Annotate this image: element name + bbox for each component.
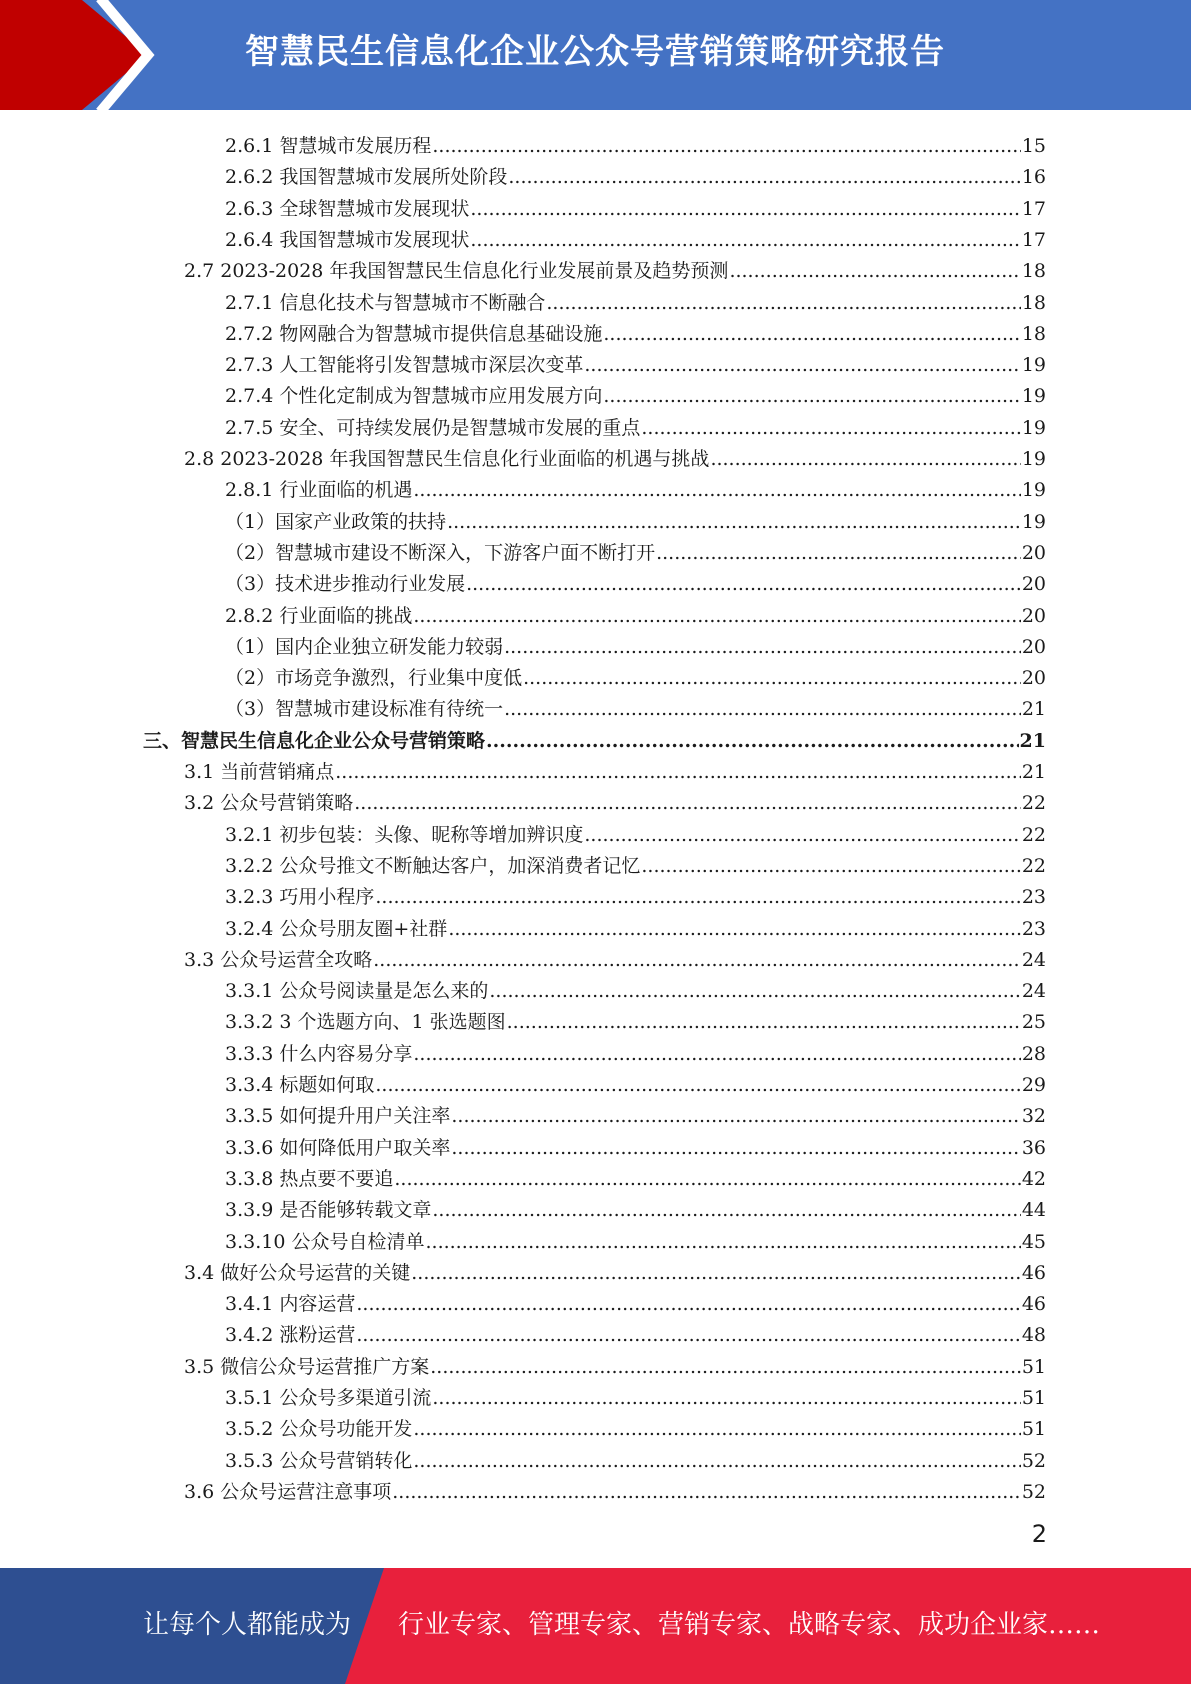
toc-entry[interactable]	[225, 503, 1046, 534]
toc-entry[interactable]	[225, 597, 1046, 628]
toc-leader-dots	[504, 635, 1021, 659]
toc-entry-page: 21	[1019, 730, 1046, 752]
toc-entry[interactable]	[225, 659, 1046, 690]
toc-entry-title: （1）国家产业政策的扶持	[225, 511, 447, 533]
toc-entry[interactable]	[225, 1223, 1046, 1254]
toc-entry-page: 51	[1021, 1418, 1046, 1440]
toc-entry-title: 2.7.1 信息化技术与智慧城市不断融合	[225, 292, 546, 314]
toc-entry[interactable]	[225, 1442, 1046, 1473]
toc-entry[interactable]	[225, 221, 1046, 252]
toc-leader-dots	[354, 791, 1021, 815]
toc-entry-title: 2.8.2 行业面临的挑战	[225, 605, 413, 627]
toc-entry[interactable]	[225, 1191, 1046, 1222]
toc-leader-dots	[486, 729, 1019, 753]
toc-leader-dots	[413, 1042, 1020, 1066]
toc-entry-page: 21	[1021, 698, 1046, 720]
toc-entry[interactable]	[225, 1066, 1046, 1097]
toc-leader-dots	[430, 1355, 1021, 1379]
toc-entry-page: 19	[1021, 354, 1046, 376]
toc-entry-page: 15	[1021, 135, 1046, 157]
toc-entry-title: 2.6.4 我国智慧城市发展现状	[225, 229, 470, 251]
toc-leader-dots	[373, 948, 1021, 972]
toc-entry-page: 16	[1021, 166, 1046, 188]
toc-leader-dots	[504, 697, 1021, 721]
toc-entry-page: 51	[1021, 1356, 1046, 1378]
toc-entry-title: 2.8.1 行业面临的机遇	[225, 479, 413, 501]
report-title: 智慧民生信息化企业公众号营销策略研究报告	[245, 32, 945, 72]
toc-entry-title: 3.2 公众号营销策略	[184, 792, 354, 814]
toc-entry-page: 29	[1021, 1074, 1046, 1096]
toc-entry-page: 19	[1021, 511, 1046, 533]
toc-leader-dots	[603, 322, 1020, 346]
toc-leader-dots	[584, 353, 1020, 377]
toc-leader-dots	[508, 165, 1020, 189]
toc-entry[interactable]	[225, 127, 1046, 158]
toc-leader-dots	[470, 228, 1020, 252]
page-header	[0, 0, 1191, 110]
toc-entry-page: 22	[1021, 855, 1046, 877]
footer-slogan-right: 行业专家、管理专家、营销专家、战略专家、成功企业家……	[398, 1610, 1101, 1640]
toc-leader-dots	[603, 384, 1020, 408]
page-footer	[0, 1568, 1191, 1684]
toc-leader-dots	[411, 1261, 1021, 1285]
toc-leader-dots	[375, 885, 1020, 909]
toc-entry-page: 46	[1021, 1293, 1046, 1315]
toc-entry[interactable]	[184, 1348, 1046, 1379]
toc-entry-title: 3.4.2 涨粉运营	[225, 1324, 356, 1346]
toc-entry-title: 3.6 公众号运营注意事项	[184, 1481, 392, 1503]
toc-entry-title: 2.7.5 安全、可持续发展仍是智慧城市发展的重点	[225, 417, 641, 439]
toc-entry-page: 19	[1021, 448, 1046, 470]
toc-entry-page: 28	[1021, 1043, 1046, 1065]
toc-entry[interactable]	[225, 816, 1046, 847]
toc-leader-dots	[392, 1480, 1021, 1504]
toc-entry-title: 2.6.3 全球智慧城市发展现状	[225, 198, 470, 220]
toc-entry[interactable]	[225, 1160, 1046, 1191]
toc-entry-title: 3.3.4 标题如何取	[225, 1074, 375, 1096]
toc-leader-dots	[394, 1167, 1020, 1191]
toc-entry[interactable]	[184, 1254, 1046, 1285]
toc-entry-title: 3.5.3 公众号营销转化	[225, 1450, 413, 1472]
toc-entry-page: 17	[1021, 229, 1046, 251]
toc-leader-dots	[432, 134, 1020, 158]
toc-leader-dots	[466, 572, 1021, 596]
toc-entry[interactable]	[225, 1410, 1046, 1441]
toc-entry-page: 24	[1021, 949, 1046, 971]
toc-entry-title: 3.3.9 是否能够转载文章	[225, 1199, 432, 1221]
toc-entry[interactable]	[225, 690, 1046, 721]
toc-entry-title: 3.3.6 如何降低用户取关率	[225, 1137, 451, 1159]
toc-entry-title: 2.7.4 个性化定制成为智慧城市应用发展方向	[225, 385, 603, 407]
toc-leader-dots	[584, 823, 1020, 847]
toc-entry-title: 2.6.1 智慧城市发展历程	[225, 135, 432, 157]
page-number: 2	[1031, 1520, 1047, 1548]
toc-entry-title: 2.7.3 人工智能将引发智慧城市深层次变革	[225, 354, 584, 376]
toc-entry[interactable]	[225, 1285, 1046, 1316]
toc-entry-page: 52	[1021, 1450, 1046, 1472]
toc-entry-title: 3.2.1 初步包装：头像、昵称等增加辨识度	[225, 824, 584, 846]
toc-entry[interactable]	[184, 1473, 1046, 1504]
toc-leader-dots	[546, 291, 1020, 315]
toc-leader-dots	[729, 259, 1020, 283]
toc-entry[interactable]	[184, 784, 1046, 815]
toc-leader-dots	[507, 1010, 1021, 1034]
toc-entry-title: 2.6.2 我国智慧城市发展所处阶段	[225, 166, 508, 188]
toc-entry-page: 22	[1021, 792, 1046, 814]
toc-leader-dots	[470, 197, 1020, 221]
toc-entry[interactable]	[225, 847, 1046, 878]
toc-leader-dots	[356, 1323, 1020, 1347]
toc-leader-dots	[413, 1449, 1020, 1473]
toc-entry-page: 51	[1021, 1387, 1046, 1409]
toc-leader-dots	[356, 1292, 1020, 1316]
toc-entry[interactable]	[225, 158, 1046, 189]
toc-entry-title: 3.2.3 巧用小程序	[225, 886, 375, 908]
toc-entry[interactable]	[225, 1129, 1046, 1160]
toc-entry[interactable]	[225, 1097, 1046, 1128]
toc-entry[interactable]	[225, 878, 1046, 909]
toc-entry-title: 3.3.2 3 个选题方向、1 张选题图	[225, 1011, 506, 1033]
toc-leader-dots	[641, 854, 1020, 878]
toc-entry[interactable]	[225, 1035, 1046, 1066]
toc-entry-page: 19	[1021, 479, 1046, 501]
toc-entry[interactable]	[225, 910, 1046, 941]
toc-entry-page: 42	[1021, 1168, 1046, 1190]
toc-entry[interactable]	[225, 1379, 1046, 1410]
toc-leader-dots	[523, 666, 1021, 690]
toc-entry[interactable]	[184, 252, 1046, 283]
toc-entry-page: 21	[1021, 761, 1046, 783]
toc-entry-page: 22	[1021, 824, 1046, 846]
toc-entry-title: 3.4 做好公众号运营的关键	[184, 1262, 411, 1284]
toc-entry[interactable]	[225, 565, 1046, 596]
toc-entry[interactable]	[225, 346, 1046, 377]
toc-entry-title: 3.4.1 内容运营	[225, 1293, 356, 1315]
toc-entry[interactable]	[184, 753, 1046, 784]
toc-entry-title: 三、智慧民生信息化企业公众号营销策略	[143, 730, 486, 752]
toc-entry-title: 3.5.1 公众号多渠道引流	[225, 1387, 432, 1409]
toc-entry-page: 19	[1021, 385, 1046, 407]
toc-leader-dots	[413, 604, 1020, 628]
toc-leader-dots	[413, 478, 1020, 502]
toc-entry[interactable]	[225, 1316, 1046, 1347]
toc-entry-title: 2.7.2 物网融合为智慧城市提供信息基础设施	[225, 323, 603, 345]
toc-entry-title: （1）国内企业独立研发能力较弱	[225, 636, 504, 658]
toc-entry-title: 3.1 当前营销痛点	[184, 761, 335, 783]
toc-entry-title: 3.2.4 公众号朋友圈+社群	[225, 918, 448, 940]
footer-slogan-left: 让每个人都能成为	[143, 1610, 352, 1640]
toc-entry-page: 18	[1021, 260, 1046, 282]
toc-entry-page: 20	[1021, 573, 1046, 595]
toc-entry[interactable]	[184, 941, 1046, 972]
toc-entry-title: 3.5 微信公众号运营推广方案	[184, 1356, 430, 1378]
toc-leader-dots	[432, 1198, 1020, 1222]
toc-entry-page: 52	[1021, 1481, 1046, 1503]
toc-entry[interactable]	[225, 409, 1046, 440]
toc-entry[interactable]	[225, 628, 1046, 659]
toc-leader-dots	[447, 510, 1021, 534]
toc-entry-page: 20	[1021, 605, 1046, 627]
toc-leader-dots	[710, 447, 1020, 471]
toc-entry-page: 19	[1021, 417, 1046, 439]
toc-entry-page: 18	[1021, 292, 1046, 314]
toc-entry-title: 3.3.1 公众号阅读量是怎么来的	[225, 980, 489, 1002]
toc-entry-title: 2.7 2023-2028 年我国智慧民生信息化行业发展前景及趋势预测	[184, 260, 729, 282]
toc-entry-page: 46	[1021, 1262, 1046, 1284]
toc-leader-dots	[448, 917, 1021, 941]
toc-entry[interactable]	[225, 190, 1046, 221]
toc-leader-dots	[451, 1104, 1020, 1128]
toc-entry-page: 17	[1021, 198, 1046, 220]
toc-entry-page: 23	[1021, 918, 1046, 940]
toc-entry-page: 45	[1021, 1231, 1046, 1253]
toc-leader-dots	[656, 541, 1021, 565]
toc-leader-dots	[489, 979, 1020, 1003]
toc-entry[interactable]	[143, 722, 1046, 753]
toc-entry-page: 20	[1021, 542, 1046, 564]
toc-entry[interactable]	[225, 377, 1046, 408]
toc-entry-title: （2）智慧城市建设不断深入，下游客户面不断打开	[225, 542, 656, 564]
toc-entry[interactable]	[225, 471, 1046, 502]
toc-entry[interactable]	[225, 1003, 1046, 1034]
toc-leader-dots	[335, 760, 1021, 784]
toc-leader-dots	[641, 416, 1020, 440]
toc-entry-title: 3.3.10 公众号自检清单	[225, 1231, 425, 1253]
toc-entry-page: 24	[1021, 980, 1046, 1002]
toc-entry-page: 36	[1021, 1137, 1046, 1159]
toc-entry-title: （3）智慧城市建设标准有待统一	[225, 698, 504, 720]
toc-entry-title: 2.8 2023-2028 年我国智慧民生信息化行业面临的机遇与挑战	[184, 448, 710, 470]
toc-entry-title: 3.3.8 热点要不要追	[225, 1168, 394, 1190]
toc-entry-title: 3.5.2 公众号功能开发	[225, 1418, 413, 1440]
toc-entry-page: 20	[1021, 636, 1046, 658]
toc-entry-page: 18	[1021, 323, 1046, 345]
toc-entry-page: 25	[1021, 1011, 1046, 1033]
toc-entry-title: 3.3 公众号运营全攻略	[184, 949, 373, 971]
toc-entry-page: 44	[1021, 1199, 1046, 1221]
toc-entry[interactable]	[225, 972, 1046, 1003]
toc-entry[interactable]	[184, 440, 1046, 471]
toc-entry-title: 3.3.5 如何提升用户关注率	[225, 1105, 451, 1127]
toc-entry-title: 3.3.3 什么内容易分享	[225, 1043, 413, 1065]
toc-leader-dots	[375, 1073, 1020, 1097]
toc-entry-page: 23	[1021, 886, 1046, 908]
toc-entry-title: （3）技术进步推动行业发展	[225, 573, 466, 595]
toc-entry-page: 20	[1021, 667, 1046, 689]
toc-entry-page: 32	[1021, 1105, 1046, 1127]
toc-leader-dots	[451, 1136, 1020, 1160]
toc-entry-page: 48	[1021, 1324, 1046, 1346]
toc-entry[interactable]	[225, 284, 1046, 315]
toc-leader-dots	[413, 1417, 1020, 1441]
toc-leader-dots	[432, 1386, 1020, 1410]
toc-entry[interactable]	[225, 315, 1046, 346]
toc-leader-dots	[425, 1230, 1020, 1254]
toc-entry-title: （2）市场竞争激烈，行业集中度低	[225, 667, 523, 689]
toc-entry-title: 3.2.2 公众号推文不断触达客户，加深消费者记忆	[225, 855, 641, 877]
toc-entry[interactable]	[225, 534, 1046, 565]
